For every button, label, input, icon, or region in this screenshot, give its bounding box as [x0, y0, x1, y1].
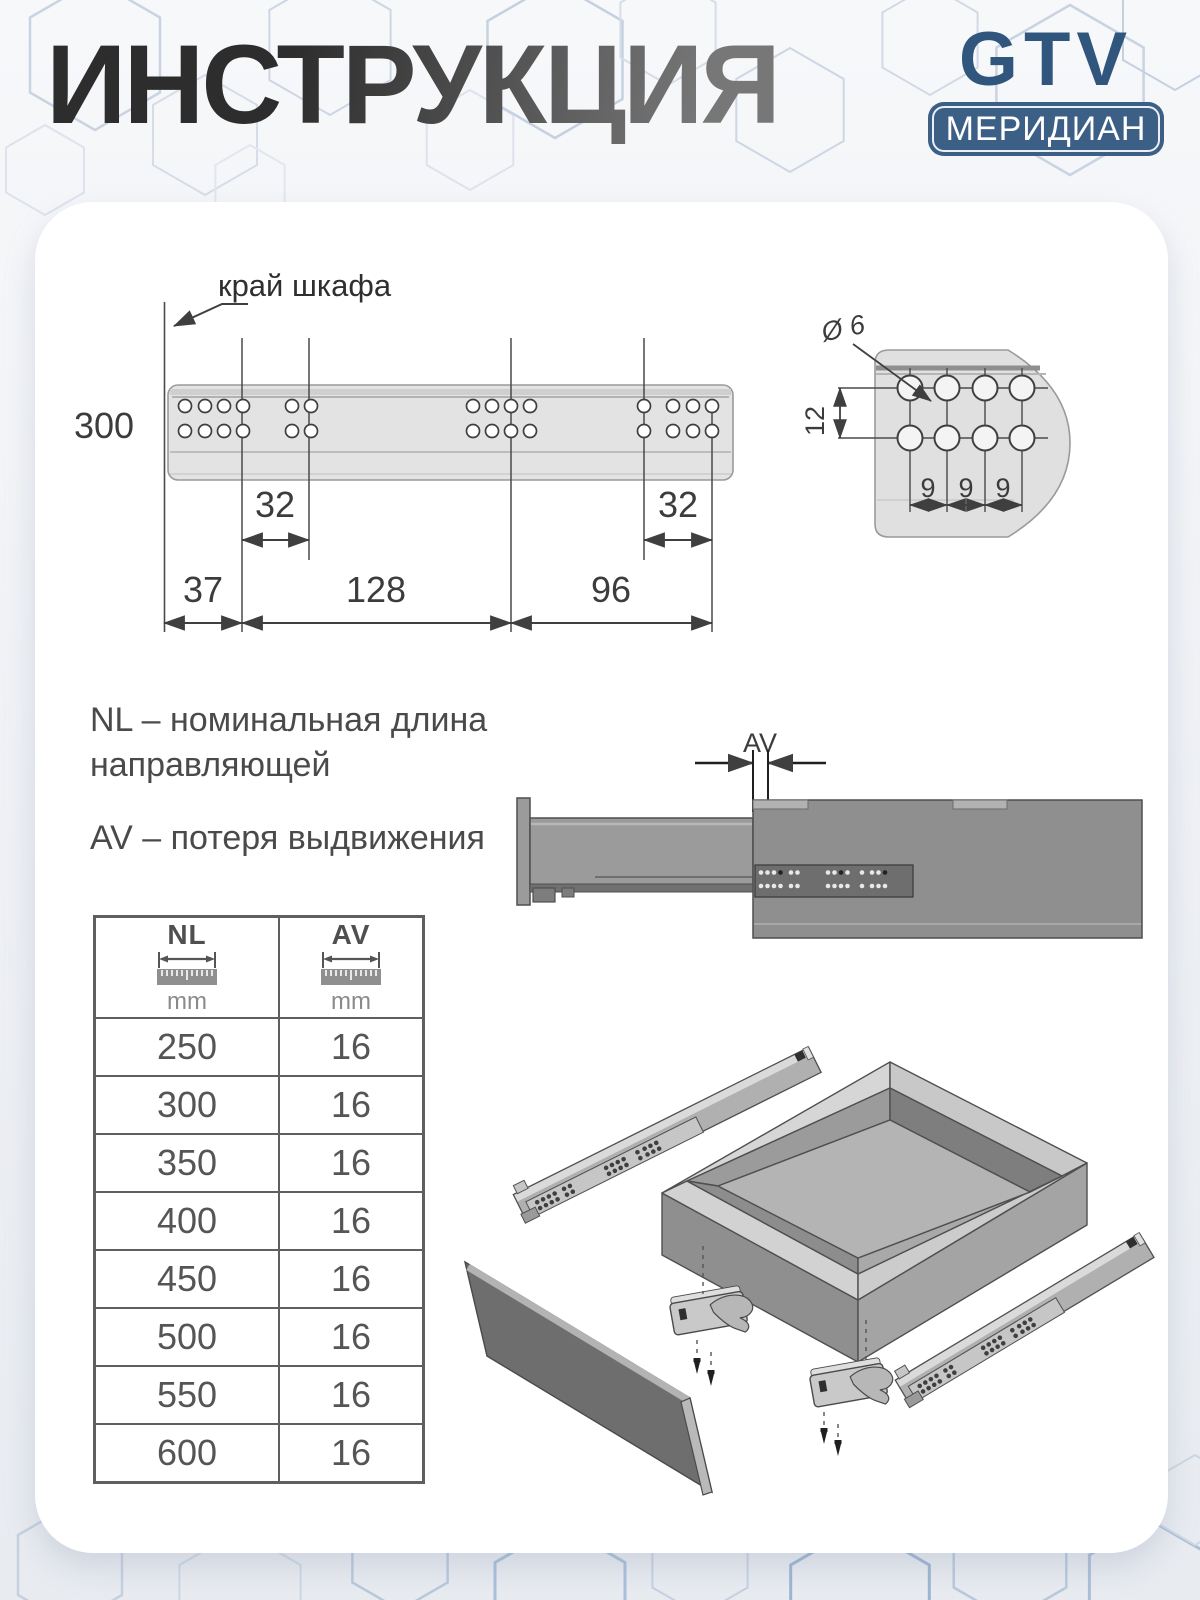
dim-av-label: AV — [742, 728, 778, 758]
table-cell: 300 — [156, 1084, 218, 1125]
table-cell: 16 — [278, 1019, 422, 1075]
slide-side-view — [517, 728, 1142, 938]
legend-av: AV – потеря выдвижения — [90, 818, 485, 857]
col-header-av — [278, 918, 422, 1017]
table-cell: 16 — [278, 1135, 422, 1191]
table-row — [96, 1017, 422, 1075]
size-table-body — [96, 1017, 422, 1481]
size-table — [93, 915, 425, 1484]
table-cell: 16 — [278, 1251, 422, 1307]
col-unit-av: mm — [331, 988, 371, 1015]
table-row — [96, 1423, 422, 1481]
table-cell: 500 — [156, 1316, 218, 1357]
col-label-av: AV — [331, 919, 371, 950]
mounted-rail — [755, 865, 913, 897]
table-cell: 350 — [156, 1142, 218, 1183]
table-row — [96, 1075, 422, 1133]
dim-128: 128 — [345, 569, 407, 610]
leader-arrow — [174, 304, 248, 326]
table-cell: 16 — [278, 1425, 422, 1481]
exploded-view — [465, 1040, 1156, 1495]
rail-top-view — [74, 268, 733, 632]
dim-96: 96 — [590, 569, 632, 610]
drawer-member — [530, 818, 753, 890]
latch-right — [808, 1356, 896, 1416]
col-label-nl: NL — [167, 919, 207, 950]
table-cell: 450 — [156, 1258, 218, 1299]
table-cell: 16 — [278, 1077, 422, 1133]
size-table-header — [96, 918, 422, 1017]
table-cell: 250 — [156, 1026, 218, 1067]
dim-37: 37 — [182, 569, 224, 610]
dim-9a: 9 — [920, 473, 936, 503]
page-title: ИНСТРУКЦИЯ — [46, 26, 866, 144]
table-cell: 400 — [156, 1200, 218, 1241]
dim-9c: 9 — [995, 473, 1011, 503]
dim-hole-diameter: Ø 6 — [818, 308, 868, 348]
col-unit-nl: mm — [167, 988, 207, 1015]
table-row — [96, 1133, 422, 1191]
brand-name: GTV — [958, 17, 1134, 102]
table-row — [96, 1365, 422, 1423]
legend-nl: NL – номинальная длина направляющей — [90, 701, 488, 784]
table-cell: 16 — [278, 1367, 422, 1423]
col-header-nl — [96, 918, 278, 1017]
table-row — [96, 1249, 422, 1307]
dim-9b: 9 — [958, 473, 974, 503]
ruler-icon — [318, 951, 384, 987]
brand-tagline: МЕРИДИАН — [945, 109, 1147, 148]
dim-32-left: 32 — [254, 484, 296, 525]
table-cell: 600 — [156, 1432, 218, 1473]
table-cell: 16 — [278, 1309, 422, 1365]
table-cell: 16 — [278, 1193, 422, 1249]
hole-detail-view — [800, 309, 1070, 537]
table-row — [96, 1307, 422, 1365]
table-cell: 550 — [156, 1374, 218, 1415]
ruler-icon — [154, 951, 220, 987]
legend — [90, 698, 535, 861]
dim-300: 300 — [73, 405, 135, 446]
cabinet-edge-label: край шкафа — [218, 268, 392, 303]
dim-12: 12 — [800, 405, 830, 437]
table-row — [96, 1191, 422, 1249]
dim-32-right: 32 — [657, 484, 699, 525]
